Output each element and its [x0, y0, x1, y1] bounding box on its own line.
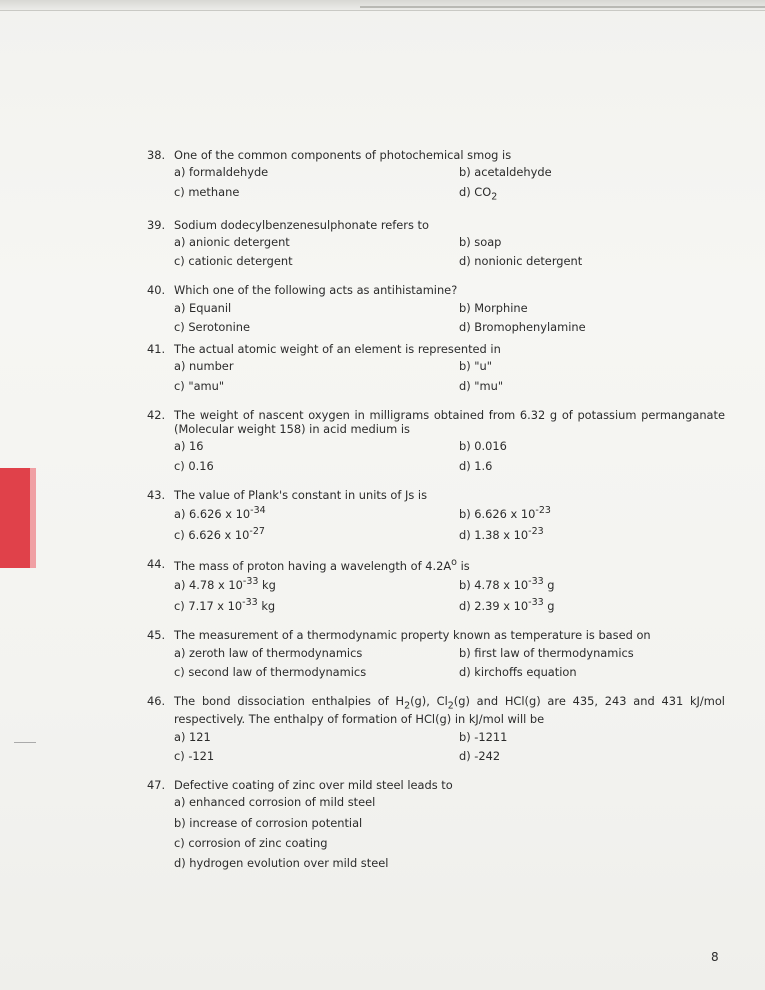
question-number: 38.	[147, 148, 166, 162]
option-b: b) "u"	[459, 359, 492, 374]
question-text: The bond dissociation enthalpies of $H_2(g)$, $Cl_2(g)$ and HCl(g) are 435, 243 and 431 kJ/mol respectively. The enthalpy of formation of HCl(g) in kJ/mol will be	[174, 694, 725, 727]
option-c: c) Serotonine	[174, 319, 251, 334]
option-d: d) 1.38 x $10^{-23}$	[459, 526, 544, 542]
option-d: d) 2.39 x $10^{-33}$ g	[459, 597, 555, 614]
option-c: c) 0.16	[174, 458, 214, 473]
option-a: a) 16	[174, 439, 204, 454]
option-b: b) first law of thermodynamics	[459, 645, 634, 660]
option-c: c) 7.17 x $10^{-33}$ kg	[174, 597, 276, 614]
red-binding-tab	[0, 468, 36, 568]
option-c: c) -121	[174, 748, 215, 763]
question-list	[147, 148, 725, 885]
option-d: d) 1.6	[459, 458, 493, 473]
question-text: Which one of the following acts as antihistamine?	[174, 283, 458, 298]
option-b: b) soap	[459, 234, 502, 249]
question-number: 43.	[147, 487, 166, 502]
question-47	[147, 778, 725, 870]
option-d: d) "mu"	[459, 378, 504, 393]
option-c: c) methane	[174, 184, 240, 199]
question-text: The weight of nascent oxygen in milligrams obtained from 6.32 g of potassium permanganate (Molecular weight 158) in acid medium is	[174, 407, 725, 437]
option-a: a) formaldehyde	[174, 165, 269, 180]
question-text: The measurement of a thermodynamic property known as temperature is based on	[174, 628, 651, 643]
question-text: The mass of proton having a wavelength of $4.2A^o$ is	[174, 557, 470, 574]
option-d: d) $CO_2$	[459, 184, 498, 202]
question-44	[147, 557, 725, 613]
option-c: c) corrosion of zinc coating	[174, 835, 328, 850]
question-43	[147, 488, 725, 542]
option-a: a) 4.78 x $10^{-33}$ kg	[174, 576, 276, 593]
question-38	[147, 148, 725, 203]
option-a: a) 121	[174, 729, 211, 744]
question-text: One of the common components of photochemical smog is	[174, 148, 512, 162]
option-d: d) hydrogen evolution over mild steel	[174, 856, 389, 871]
option-b: b) acetaldehyde	[459, 165, 552, 180]
question-number: 39.	[147, 217, 166, 232]
option-c: c) 6.626 x $10^{-27}$	[174, 526, 265, 542]
margin-mark	[14, 742, 36, 743]
option-b: b) 4.78 x $10^{-33}$ g	[459, 576, 555, 593]
question-41	[147, 342, 725, 393]
option-b: b) Morphine	[459, 300, 528, 315]
question-number: 46.	[147, 694, 166, 709]
option-c: c) second law of thermodynamics	[174, 664, 367, 679]
question-number: 47.	[147, 778, 166, 793]
option-b: b) 0.016	[459, 439, 507, 454]
question-number: 42.	[147, 407, 166, 422]
question-46	[147, 694, 725, 763]
question-number: 41.	[147, 342, 166, 357]
option-a: a) Equanil	[174, 300, 232, 315]
top-rule	[360, 6, 765, 8]
option-b: b) 6.626 x $10^{-23}$	[459, 505, 551, 521]
option-b: b) increase of corrosion potential	[174, 815, 363, 830]
question-text: Sodium dodecylbenzenesulphonate refers to	[174, 217, 429, 232]
question-text: The actual atomic weight of an element is represented in	[174, 342, 501, 357]
option-d: d) Bromophenylamine	[459, 319, 586, 334]
question-39	[147, 218, 725, 269]
option-d: d) kirchoffs equation	[459, 664, 577, 679]
option-a: a) anionic detergent	[174, 234, 290, 249]
question-45	[147, 628, 725, 679]
question-text: Defective coating of zinc over mild steel leads to	[174, 778, 453, 793]
option-d: d) -242	[459, 748, 501, 763]
question-42	[147, 408, 725, 473]
option-c: c) "amu"	[174, 378, 225, 393]
question-number: 44.	[147, 557, 166, 572]
option-a: a) enhanced corrosion of mild steel	[174, 795, 376, 810]
question-text: The value of Plank's constant in units of Js is	[174, 487, 428, 502]
option-a: a) 6.626 x $10^{-34}$	[174, 505, 266, 521]
option-c: c) cationic detergent	[174, 254, 293, 269]
option-a: a) number	[174, 359, 234, 374]
question-number: 40.	[147, 283, 166, 298]
question-40	[147, 283, 725, 334]
page-number: 8	[711, 950, 719, 964]
option-d: d) nonionic detergent	[459, 254, 583, 269]
option-b: b) -1211	[459, 729, 508, 744]
question-number: 45.	[147, 628, 166, 643]
option-a: a) zeroth law of thermodynamics	[174, 645, 363, 660]
